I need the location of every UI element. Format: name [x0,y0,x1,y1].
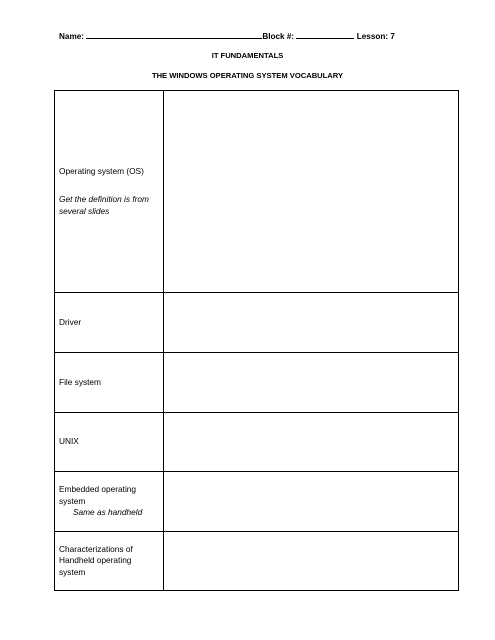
vocabulary-table [54,90,459,591]
term-label: Operating system (OS) [59,165,144,176]
name-field[interactable] [86,29,262,39]
term-label: UNIX [59,436,79,447]
term-note: Get the definition is from several slides [59,194,149,216]
term-label: Embedded operating system [59,484,137,506]
table-row [55,532,459,591]
lesson-value: 7 [390,32,395,41]
block-field[interactable] [296,29,354,39]
term-cell [55,532,164,591]
term-label: Driver [59,316,82,327]
definition-cell[interactable] [164,413,459,472]
table-row [55,472,459,532]
definition-cell[interactable] [164,91,459,293]
term-cell [55,353,164,413]
name-label: Name: [59,32,85,41]
worksheet-title: THE WINDOWS OPERATING SYSTEM VOCABULARY [151,71,344,80]
definition-cell[interactable] [164,293,459,353]
student-info-line [59,29,439,43]
term-cell [55,91,164,293]
table-row [55,413,459,472]
term-cell [55,472,164,532]
lesson-label: Lesson: [356,32,389,41]
term-note: Same as handheld [73,507,143,518]
table-row [55,293,459,353]
term-label: File system [59,376,101,387]
term-cell [55,413,164,472]
term-cell [55,293,164,353]
table-row [55,91,459,293]
table-row [55,353,459,413]
term-label: Characterizations of Handheld operating system [59,543,133,577]
block-label: Block #: [262,32,295,41]
definition-cell[interactable] [164,472,459,532]
course-title: IT FUNDAMENTALS [211,51,284,60]
definition-cell[interactable] [164,353,459,413]
definition-cell[interactable] [164,532,459,591]
